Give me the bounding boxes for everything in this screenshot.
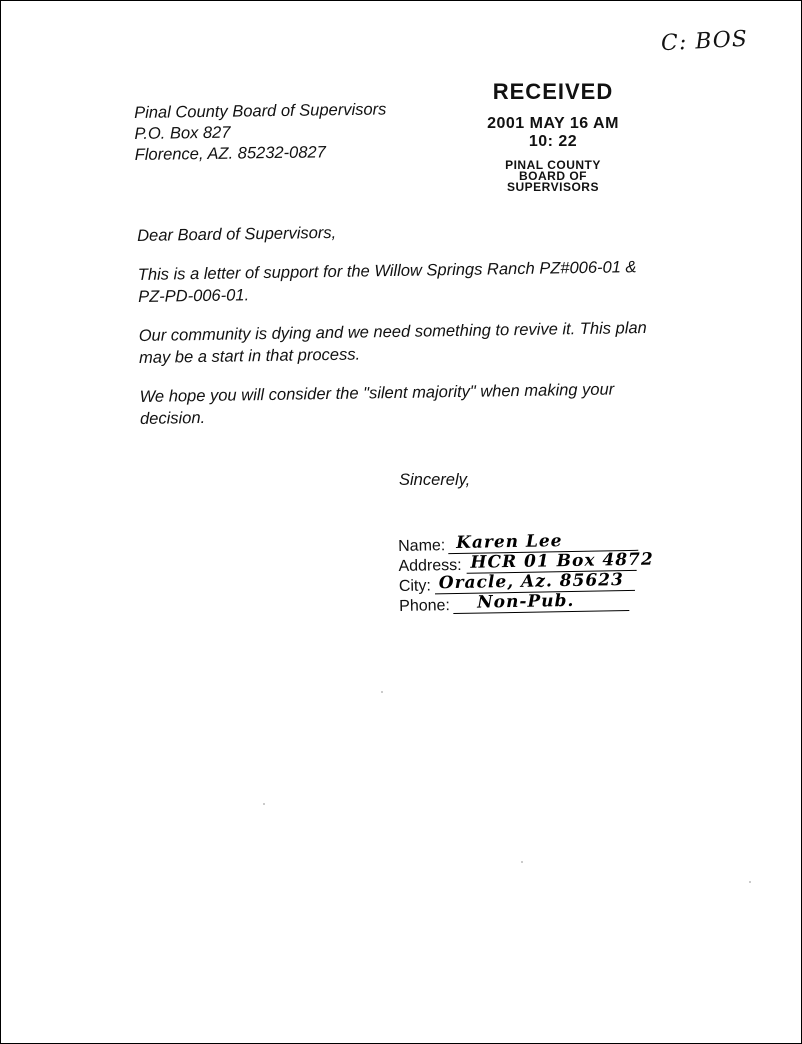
scan-speck — [749, 881, 751, 883]
name-handwriting: Karen Lee — [455, 531, 563, 553]
received-stamp — [473, 79, 633, 193]
recipient-line-3: Florence, AZ. 85232-0827 — [134, 143, 326, 164]
signature-form — [398, 531, 654, 617]
stamp-board: BOARD OF SUPERVISORS — [507, 169, 599, 194]
paragraph-community: Our community is dying and we need something to revive it. This plan may be a start in that process. — [138, 319, 647, 367]
scan-speck — [381, 691, 383, 693]
stamp-date: 2001 MAY 16 AM 10: 22 — [487, 115, 619, 150]
city-row — [398, 570, 625, 597]
city-label: City: — [398, 577, 432, 595]
paragraph-hope: We hope you will consider the "silent majority" when making your decision. — [139, 380, 615, 428]
paragraph-support: This is a letter of support for the Willow Springs Ranch PZ#006-01 & PZ-PD-006-01. — [137, 258, 637, 306]
stamp-title: RECEIVED — [492, 79, 614, 104]
scan-speck — [521, 861, 523, 863]
closing: Sincerely, — [399, 471, 471, 489]
handwritten-annotation: C: BOS — [660, 26, 749, 57]
recipient-line-1: Pinal County Board of Supervisors — [134, 100, 387, 122]
scan-speck — [263, 803, 265, 805]
stamp-county: PINAL COUNTY — [505, 158, 601, 172]
city-handwriting: Oracle, Az. 85623 — [438, 570, 625, 594]
recipient-address — [134, 99, 387, 166]
phone-handwriting: Non-Pub. — [476, 590, 575, 613]
address-handwriting: HCR 01 Box 4872 — [470, 549, 654, 573]
name-row — [398, 531, 563, 557]
name-label: Name: — [398, 537, 446, 555]
address-label: Address: — [398, 556, 462, 575]
phone-label: Phone: — [399, 597, 451, 615]
phone-row — [399, 590, 575, 617]
letter-body — [137, 217, 650, 447]
salutation: Dear Board of Supervisors, — [137, 223, 337, 245]
recipient-line-2: P.O. Box 827 — [134, 123, 231, 143]
